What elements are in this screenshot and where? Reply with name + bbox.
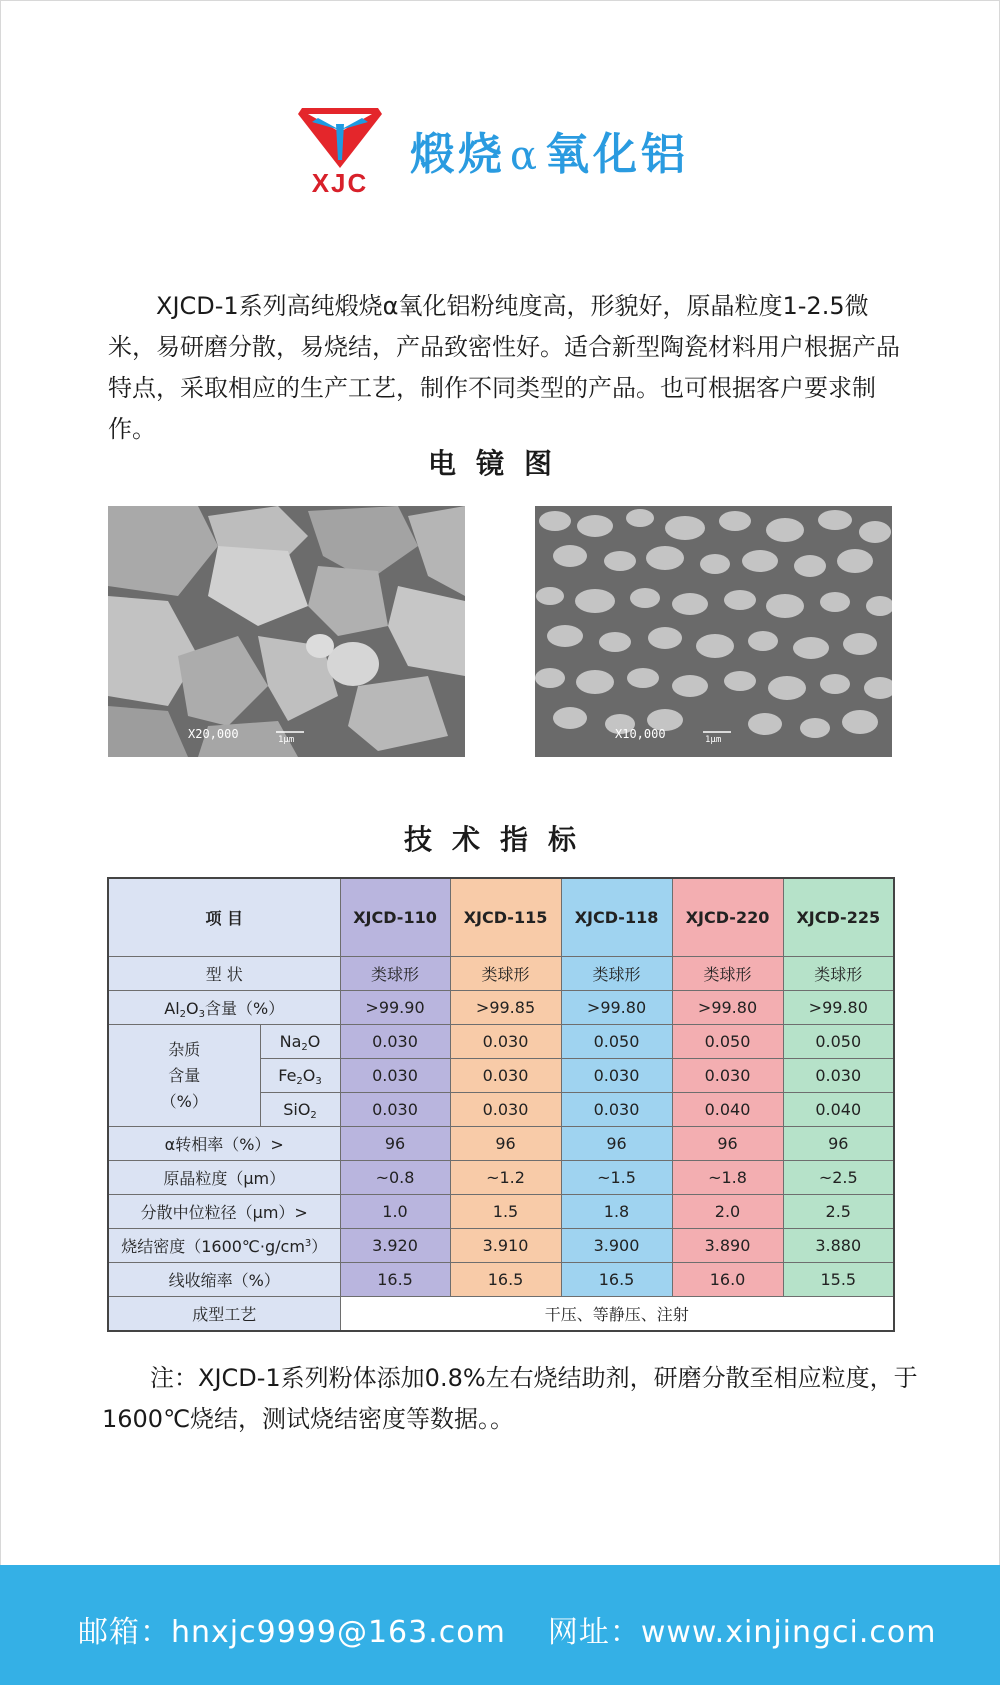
table-cell: 3.920 [340, 1229, 450, 1263]
table-cell: 0.030 [561, 1059, 672, 1093]
table-cell: 0.030 [450, 1093, 561, 1127]
impurity-label: 杂质 含量 （%） [108, 1025, 260, 1127]
footer-contact [78, 1607, 979, 1651]
table-cell: 96 [672, 1127, 783, 1161]
sem-2-bar-text: 1μm [705, 735, 722, 745]
table-cell: 0.030 [340, 1025, 450, 1059]
product-title [410, 118, 689, 182]
table-cell: 2.0 [672, 1195, 783, 1229]
table-cell: 3.900 [561, 1229, 672, 1263]
table-cell: 96 [450, 1127, 561, 1161]
table-cell: 1.0 [340, 1195, 450, 1229]
item-header: 项 目 [108, 878, 340, 957]
table-cell: 类球形 [340, 957, 450, 991]
table-cell: 0.050 [783, 1025, 894, 1059]
table-cell: ~1.8 [672, 1161, 783, 1195]
row-label: 线收缩率（%） [108, 1263, 340, 1297]
table-cell: 3.890 [672, 1229, 783, 1263]
impurity-name: $Fe_2O_3$ [260, 1059, 340, 1093]
table-row-shape [108, 957, 894, 991]
table-row-al2o3 [108, 991, 894, 1025]
footer-email[interactable]: 邮箱：hnxjc9999@163.com [78, 1615, 506, 1650]
table-cell: 15.5 [783, 1263, 894, 1297]
table-cell: ~2.5 [783, 1161, 894, 1195]
title-part-2: 氧化铝 [545, 129, 690, 180]
row-label: 型 状 [108, 957, 340, 991]
row-label: $Al_2O_3$含量（%） [108, 991, 340, 1025]
table-cell: 3.910 [450, 1229, 561, 1263]
table-cell: 16.0 [672, 1263, 783, 1297]
table-cell: 96 [340, 1127, 450, 1161]
table-row-shrinkage [108, 1263, 894, 1297]
sem-heading: 电镜图 [427, 447, 572, 480]
footer-website[interactable]: 网址：www.xinjingci.com [547, 1615, 937, 1650]
sem-image-2 [535, 506, 892, 757]
table-cell: 3.880 [783, 1229, 894, 1263]
table-cell: ~1.5 [561, 1161, 672, 1195]
sem-2-scale-text: X10,000 [615, 727, 666, 741]
table-cell: ~1.2 [450, 1161, 561, 1195]
table-row-forming [108, 1297, 894, 1332]
product-header: XJCD-110 [340, 878, 450, 957]
title-alpha: α [510, 133, 542, 179]
table-cell: 16.5 [450, 1263, 561, 1297]
row-label: 成型工艺 [108, 1297, 340, 1332]
product-header: XJCD-220 [672, 878, 783, 957]
footer [0, 1565, 1000, 1685]
title-part-1: 煅烧 [410, 129, 506, 180]
table-cell: 2.5 [783, 1195, 894, 1229]
logo-text: XJC [311, 168, 369, 198]
table-cell: 0.040 [783, 1093, 894, 1127]
table-cell: >99.80 [561, 991, 672, 1025]
table-cell: 1.8 [561, 1195, 672, 1229]
impurity-name: $Na_2O$ [260, 1025, 340, 1059]
spec-table [107, 877, 895, 1332]
table-cell: 类球形 [672, 957, 783, 991]
table-cell: 0.030 [672, 1059, 783, 1093]
table-cell: >99.80 [672, 991, 783, 1025]
product-header: XJCD-115 [450, 878, 561, 957]
table-cell: 16.5 [561, 1263, 672, 1297]
row-label: 原晶粒度（μm） [108, 1161, 340, 1195]
table-row-median-size [108, 1195, 894, 1229]
table-cell: >99.80 [783, 991, 894, 1025]
table-cell: 96 [783, 1127, 894, 1161]
table-cell: ~0.8 [340, 1161, 450, 1195]
table-cell: 0.050 [672, 1025, 783, 1059]
table-cell: 0.040 [672, 1093, 783, 1127]
intro-paragraph: XJCD-1系列高纯煅烧α氧化铝粉纯度高，形貌好，原晶粒度1-2.5微米，易研磨分散，易烧结，产品致密性好。适合新型陶瓷材料用户根据产品特点，采取相应的生产工艺，制作不同类型的产品。也可根据客户要求制作。 [108, 292, 900, 443]
row-label: α转相率（%）> [108, 1127, 340, 1161]
sem-1-scale-text: X20,000 [188, 727, 239, 741]
table-cell: 类球形 [783, 957, 894, 991]
table-cell: 1.5 [450, 1195, 561, 1229]
note-paragraph: 注：XJCD-1系列粉体添加0.8%左右烧结助剂，研磨分散至相应粒度，于1600℃烧结，测试烧结密度等数据。。 [102, 1364, 918, 1433]
spec-heading: 技术指标 [403, 823, 596, 856]
table-cell: 0.050 [561, 1025, 672, 1059]
table-cell: 0.030 [783, 1059, 894, 1093]
table-row-na2o [108, 1025, 894, 1059]
table-header-row [108, 878, 894, 957]
table-cell: 16.5 [340, 1263, 450, 1297]
table-cell: >99.90 [340, 991, 450, 1025]
xjc-logo [298, 108, 382, 198]
product-header: XJCD-118 [561, 878, 672, 957]
table-cell: 0.030 [450, 1025, 561, 1059]
table-cell: 0.030 [450, 1059, 561, 1093]
table-cell: 0.030 [340, 1059, 450, 1093]
table-row-crystal-size [108, 1161, 894, 1195]
table-row-density [108, 1229, 894, 1263]
table-cell: 96 [561, 1127, 672, 1161]
row-label: 烧结密度$(1600℃\cdot g/cm^3)$ [108, 1229, 340, 1263]
diamond-logo-icon [298, 108, 382, 170]
table-cell: 干压、等静压、注射 [340, 1297, 894, 1332]
table-cell: 0.030 [340, 1093, 450, 1127]
product-header: XJCD-225 [783, 878, 894, 957]
sem-1-bar-text: 1μm [278, 735, 295, 745]
table-cell: >99.85 [450, 991, 561, 1025]
row-label: 分散中位粒径（μm）> [108, 1195, 340, 1229]
table-cell: 类球形 [450, 957, 561, 991]
table-row-alpha-rate [108, 1127, 894, 1161]
table-cell: 0.030 [561, 1093, 672, 1127]
impurity-name: SiO$_2$ [260, 1093, 340, 1127]
table-cell: 类球形 [561, 957, 672, 991]
sem-image-1 [108, 506, 465, 757]
